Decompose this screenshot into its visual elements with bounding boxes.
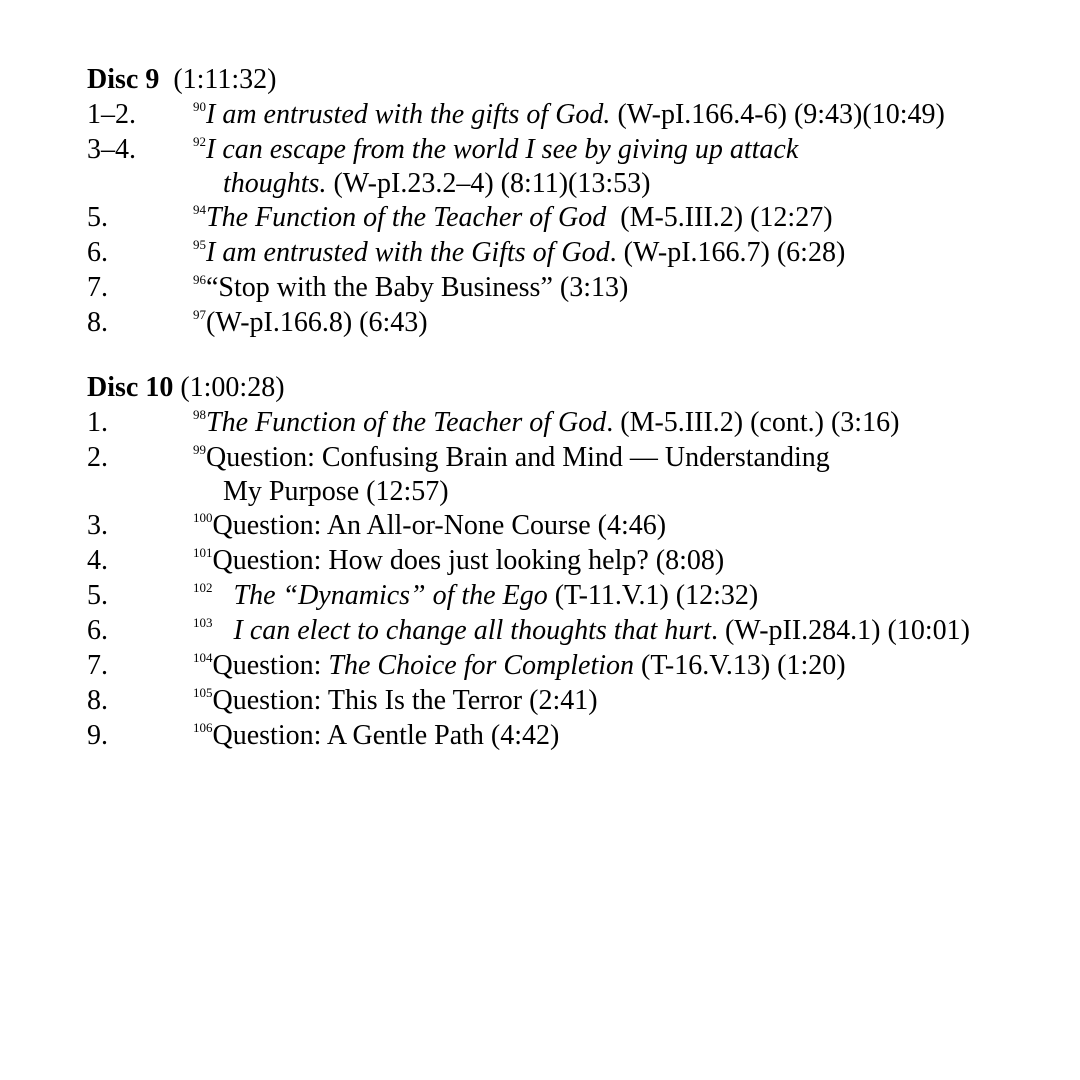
disc-label: Disc 10 — [87, 372, 174, 403]
track-title-italic: The Choice for Completion — [328, 650, 635, 681]
track-number: 8. — [87, 307, 108, 338]
track-title-line — [193, 650, 846, 681]
track-title-italic: I am entrusted with the Gifts of God — [206, 237, 610, 268]
track-number: 7. — [87, 272, 108, 303]
track-title-text: . (M-5.III.2) (cont.) (3:16) — [606, 407, 900, 438]
track-row — [87, 97, 1067, 132]
disc-section — [87, 62, 1067, 340]
disc-separator — [87, 340, 1067, 370]
track-number: 4. — [87, 545, 108, 576]
track-title-line — [193, 442, 830, 473]
footnote-ref: 102 — [193, 580, 213, 595]
disc-heading — [87, 62, 1067, 97]
footnote-ref: 98 — [193, 407, 206, 422]
track-number: 9. — [87, 720, 108, 751]
track-title-text: (T-11.V.1) (12:32) — [547, 580, 759, 611]
track-title-italic: I can elect to change all thoughts that hurt — [233, 615, 711, 646]
footnote-ref: 100 — [193, 510, 213, 525]
track-number: 7. — [87, 650, 108, 681]
track-title-text: Question: A Gentle Path (4:42) — [212, 720, 560, 751]
track-row — [87, 578, 1067, 613]
footnote-ref: 105 — [193, 685, 213, 700]
track-title-text: My Purpose (12:57) — [223, 476, 449, 507]
track-row — [87, 648, 1067, 683]
disc-duration: (1:11:32) — [173, 64, 277, 95]
footnote-ref: 94 — [193, 202, 206, 217]
track-title-text: Question: How does just looking help? (8:08) — [212, 545, 725, 576]
track-title-text: (W-pI.23.2–4) (8:11)(13:53) — [326, 168, 651, 199]
track-title-text: (T-16.V.13) (1:20) — [634, 650, 846, 681]
footnote-ref: 106 — [193, 720, 213, 735]
track-row — [87, 405, 1067, 440]
track-title-italic: I can escape from the world I see by giving up attack — [206, 134, 799, 165]
footnote-ref: 103 — [193, 615, 213, 630]
track-title-line — [193, 615, 970, 646]
track-title-line — [193, 510, 666, 541]
track-title-text: Question: — [212, 650, 329, 681]
track-row — [87, 305, 1067, 340]
track-title-text: . (W-pI.166.7) (6:28) — [609, 237, 846, 268]
track-title-text: . (W-pII.284.1) (10:01) — [710, 615, 970, 646]
track-title-text: (W-pI.166.8) (6:43) — [206, 307, 428, 338]
track-title-line — [193, 685, 598, 716]
track-row — [87, 508, 1067, 543]
track-number: 5. — [87, 580, 108, 611]
track-title-line — [193, 202, 833, 233]
track-listing-page — [87, 62, 1067, 753]
track-number: 2. — [87, 442, 108, 473]
track-title-italic: The “Dynamics” of the Ego — [233, 580, 548, 611]
footnote-ref: 95 — [193, 237, 206, 252]
track-title-continuation — [193, 167, 1067, 200]
track-number: 3–4. — [87, 134, 136, 165]
track-title-line — [193, 720, 559, 751]
track-title-line — [193, 272, 628, 303]
track-title-italic: thoughts. — [223, 168, 327, 199]
track-row — [87, 235, 1067, 270]
track-title-line — [193, 545, 724, 576]
track-number: 8. — [87, 685, 108, 716]
track-number: 5. — [87, 202, 108, 233]
track-row — [87, 200, 1067, 235]
track-title-continuation — [193, 475, 1067, 508]
track-row — [87, 718, 1067, 753]
track-title-line — [193, 237, 845, 268]
track-number: 6. — [87, 615, 108, 646]
track-row — [87, 132, 1067, 200]
disc-section — [87, 370, 1067, 753]
disc-label: Disc 9 — [87, 64, 160, 95]
track-title-text: (W-pI.166.4-6) (9:43)(10:49) — [610, 99, 945, 130]
footnote-ref: 97 — [193, 307, 206, 322]
footnote-ref: 90 — [193, 99, 206, 114]
track-title-line — [193, 580, 758, 611]
disc-duration: (1:00:28) — [180, 372, 285, 403]
track-number: 6. — [87, 237, 108, 268]
track-title-text: Question: An All-or-None Course (4:46) — [212, 510, 667, 541]
track-title-text: Question: This Is the Terror (2:41) — [212, 685, 598, 716]
track-title-line — [193, 134, 798, 165]
track-title-italic: The Function of the Teacher of God — [206, 407, 607, 438]
track-number: 1. — [87, 407, 108, 438]
disc-heading — [87, 370, 1067, 405]
track-title-text — [213, 615, 234, 646]
track-title-text — [213, 580, 234, 611]
track-title-text: “Stop with the Baby Business” (3:13) — [206, 272, 629, 303]
track-title-line — [193, 99, 945, 130]
track-row — [87, 613, 1067, 648]
track-row — [87, 543, 1067, 578]
footnote-ref: 96 — [193, 272, 206, 287]
track-row — [87, 270, 1067, 305]
track-title-text: Question: Confusing Brain and Mind — Understanding — [206, 442, 830, 473]
track-number: 3. — [87, 510, 108, 541]
track-row — [87, 440, 1067, 508]
track-title-text: (M-5.III.2) (12:27) — [606, 202, 833, 233]
footnote-ref: 104 — [193, 650, 213, 665]
track-title-italic: I am entrusted with the gifts of God. — [206, 99, 611, 130]
footnote-ref: 92 — [193, 134, 206, 149]
track-title-line — [193, 307, 428, 338]
track-row — [87, 683, 1067, 718]
track-title-line — [193, 407, 899, 438]
track-number: 1–2. — [87, 99, 136, 130]
footnote-ref: 99 — [193, 442, 206, 457]
footnote-ref: 101 — [193, 545, 213, 560]
track-title-italic: The Function of the Teacher of God — [206, 202, 607, 233]
